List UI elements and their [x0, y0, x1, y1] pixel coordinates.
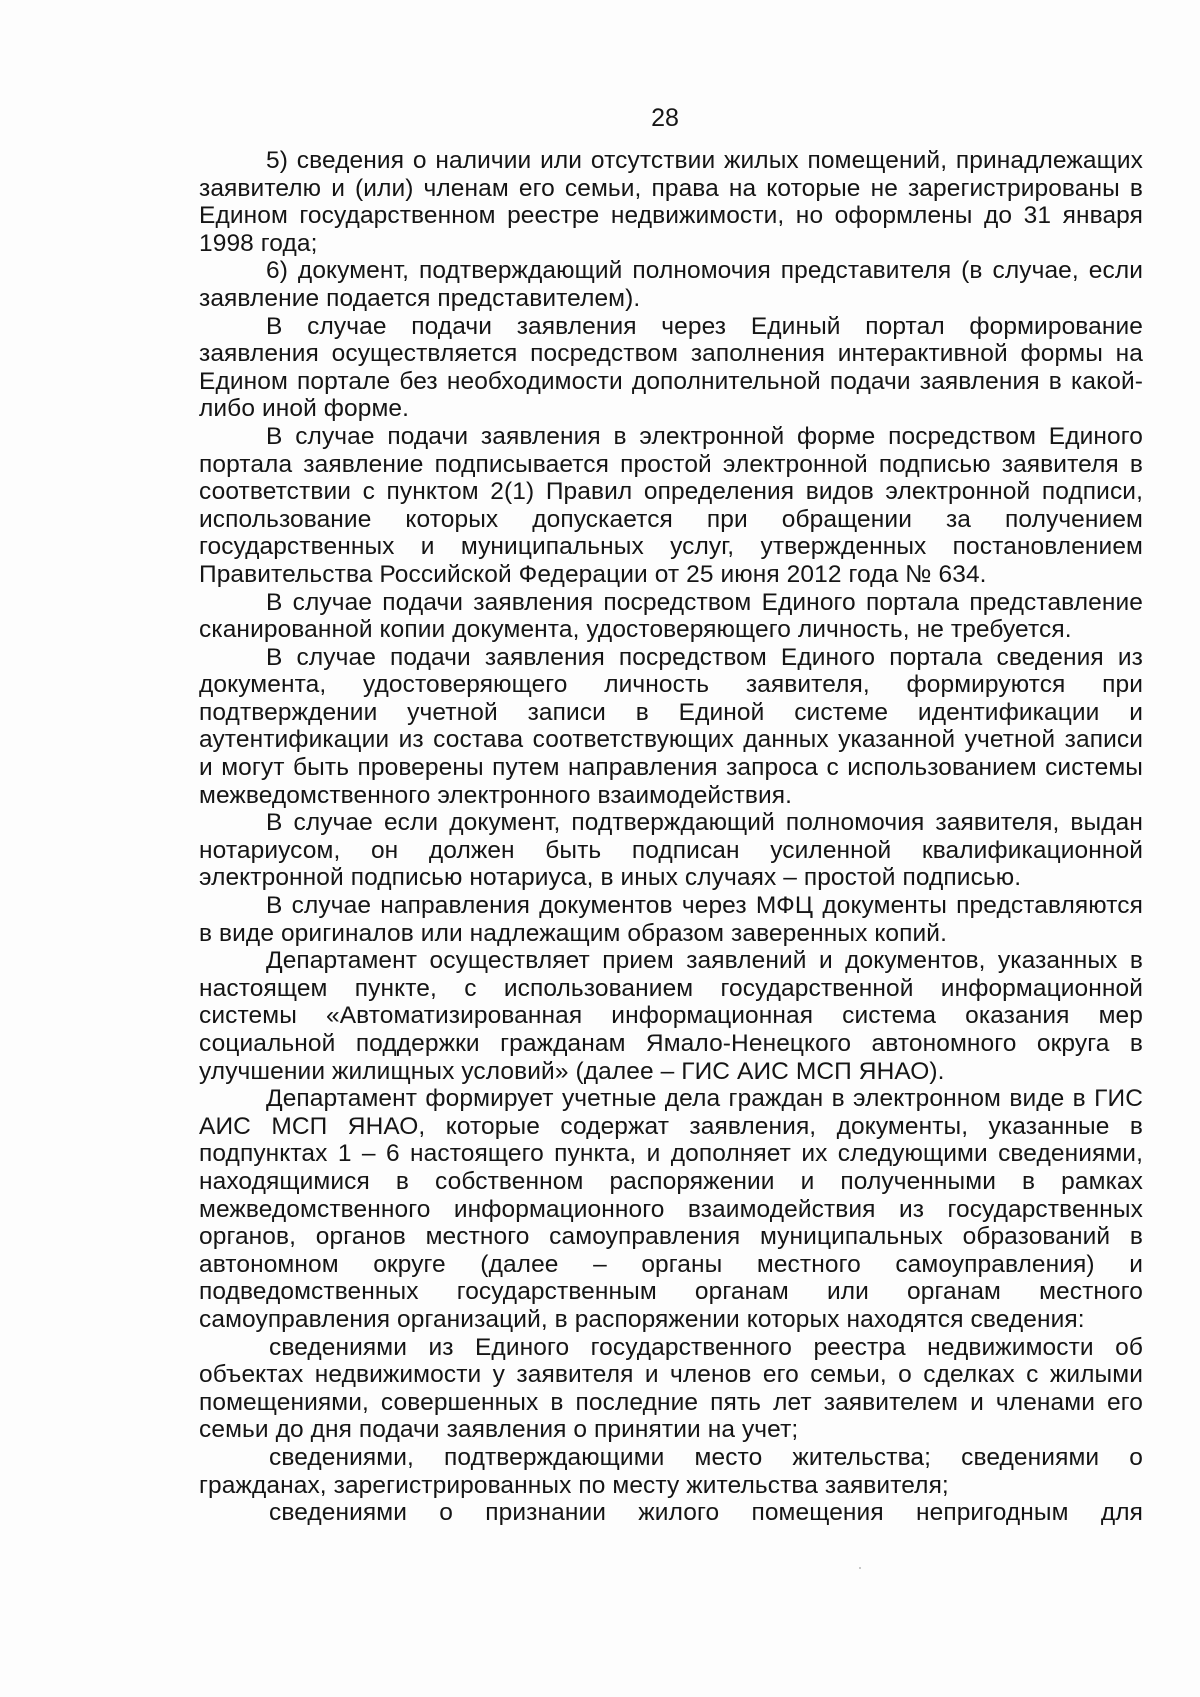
paragraph-item-5: 5) сведения о наличии или отсутствии жилых помещений, принадлежащих заявителю и (или) членам его семьи, права на которые не зарегистрированы в Едином государственном реестре недвижимости, но оформлены до 31 января 1998 года; — [199, 147, 1143, 257]
paragraph-notary: В случае если документ, подтверждающий полномочия заявителя, выдан нотариусом, он должен быть подписан усиленной квалификационной электронной подписью нотариуса, в иных случаях – простой подписью. — [199, 809, 1143, 892]
page-number: 28 — [651, 104, 679, 132]
document-body — [199, 147, 1143, 1527]
scan-speck — [859, 1567, 861, 1569]
paragraph-residence-info: сведениями, подтверждающими место жительства; сведениями о гражданах, зарегистрированных по месту жительства заявителя; — [199, 1443, 1143, 1499]
paragraph-identity-data: В случае подачи заявления посредством Единого портала сведения из документа, удостоверяющего личность заявителя, формируются при подтверждении учетной записи в Единой системе идентификации и аутентификации из состава соответствующих данных указанной учетной записи и могут быть проверены путем направления запроса с использованием системы межведомственного электронного взаимодействия. — [199, 643, 1143, 809]
paragraph-unfit-housing: сведениями о признании жилого помещения непригодным для — [269, 1499, 1143, 1527]
paragraph-portal-form: В случае подачи заявления через Единый портал формирование заявления осуществляется посредством заполнения интерактивной формы на Едином портале без необходимости дополнительной подачи заявления в какой-либо иной форме. — [199, 312, 1143, 423]
paragraph-item-6: 6) документ, подтверждающий полномочия представителя (в случае, если заявление подается представителем). — [199, 257, 1143, 312]
paragraph-scanned-copy: В случае подачи заявления посредством Единого портала представление сканированной копии документа, удостоверяющего личность, не требуется. — [199, 588, 1143, 644]
paragraph-mfc: В случае направления документов через МФЦ документы представляются в виде оригиналов или надлежащим образом заверенных копий. — [199, 892, 1143, 947]
paragraph-electronic-signature: В случае подачи заявления в электронной форме посредством Единого портала заявление подписывается простой электронной подписью заявителя в соответствии с пунктом 2(1) Правил определения видов электронной подписи, использование которых допускается при обращении за получением государственных и муниципальных услуг, утвержденных постановлением Правительства Российской Федерации от 25 июня 2012 года № 634. — [199, 422, 1143, 588]
paragraph-real-estate-info: сведениями из Единого государственного реестра недвижимости об объектах недвижимости у заявителя и членов его семьи, о сделках с жилыми помещениями, совершенных в последние пять лет заявителем и членами его семьи до дня подачи заявления о принятии на учет; — [199, 1333, 1143, 1444]
paragraph-department-intake: Департамент осуществляет прием заявлений и документов, указанных в настоящем пункте, с использованием государственной информационной системы «Автоматизированная информационная система оказания мер социальной поддержки гражданам Ямало-Ненецкого автономного округа в улучшении жилищных условий» (далее – ГИС АИС МСП ЯНАО). — [199, 947, 1143, 1085]
paragraph-department-records: Департамент формирует учетные дела граждан в электронном виде в ГИС АИС МСП ЯНАО, которые содержат заявления, документы, указанные в подпунктах 1 – 6 настоящего пункта, и дополняет их следующими сведениями, находящимися в собственном распоряжении и полученными в рамках межведомственного информационного взаимодействия из государственных органов, органов местного самоуправления муниципальных образований в автономном округе (далее – органы местного самоуправления) и подведомственных государственным органам или органам местного самоуправления организаций, в распоряжении которых находятся сведения: — [199, 1085, 1143, 1333]
